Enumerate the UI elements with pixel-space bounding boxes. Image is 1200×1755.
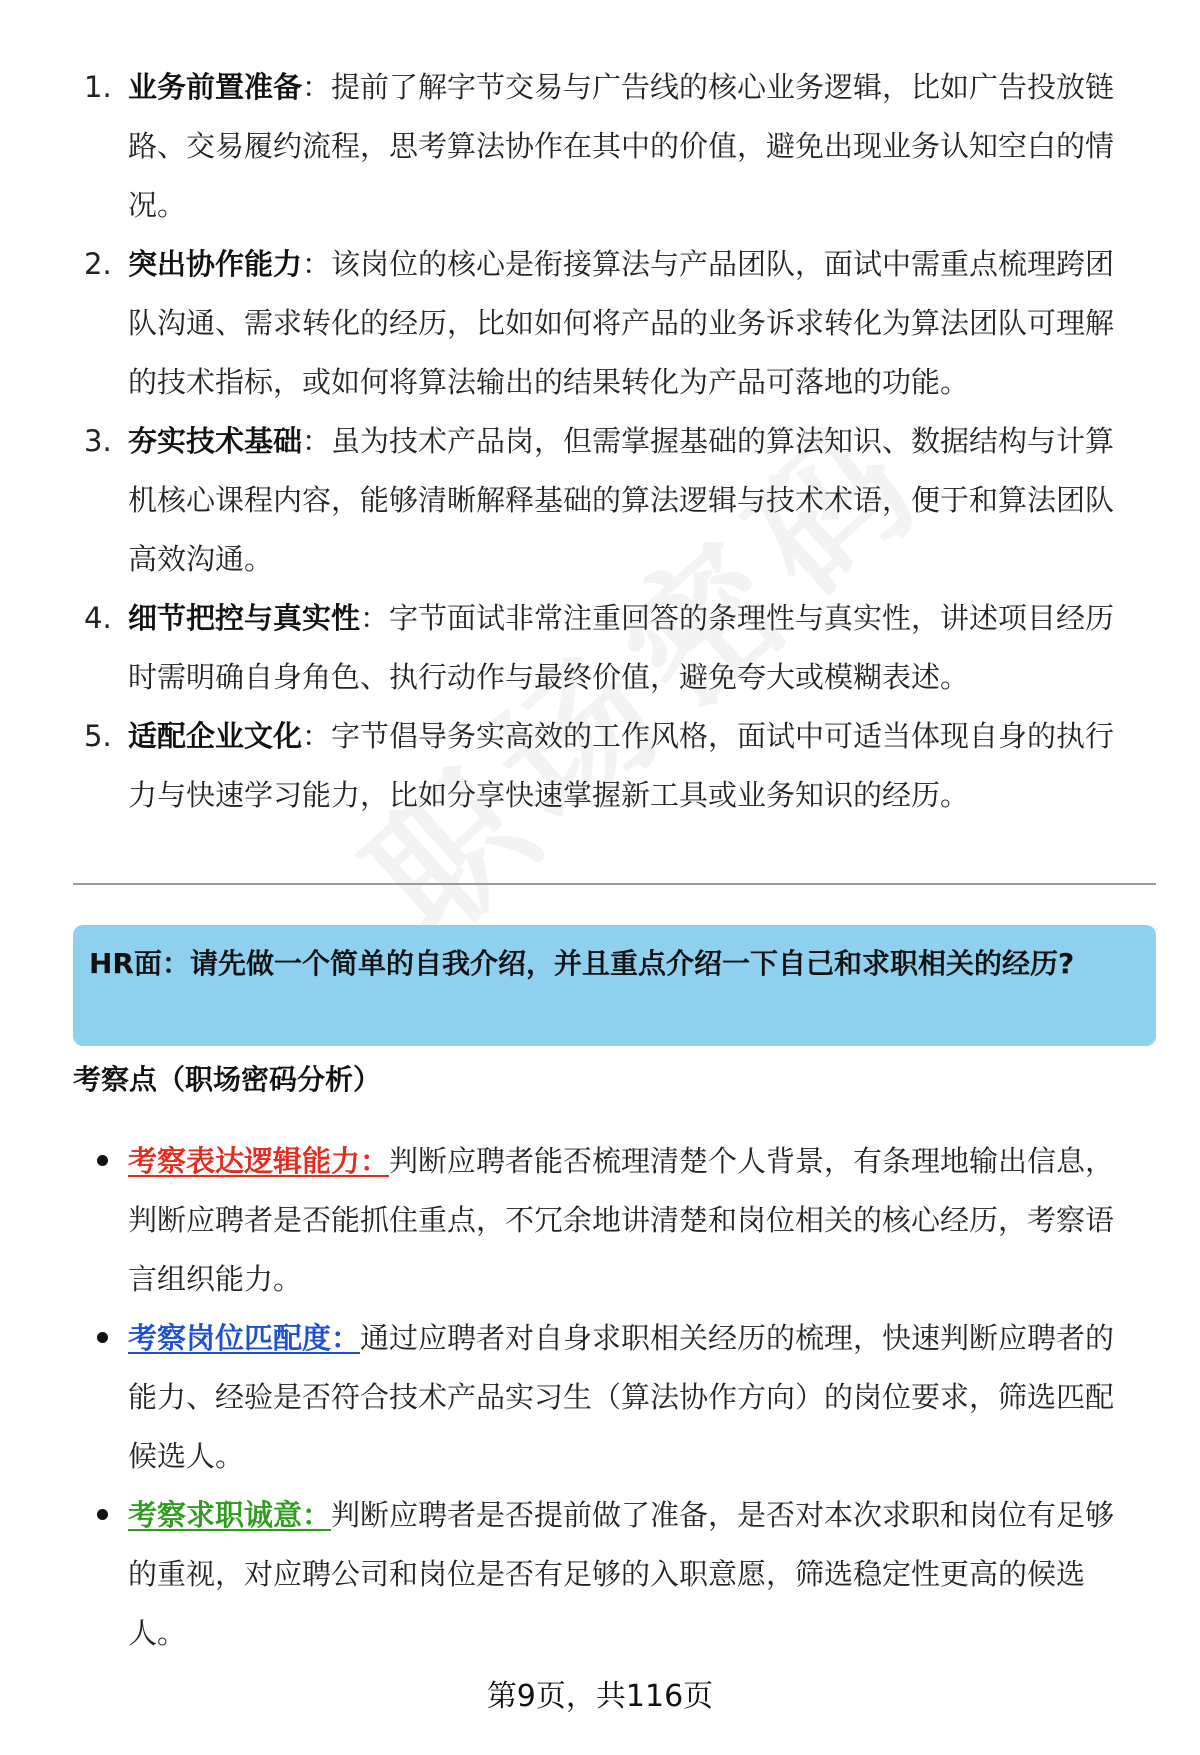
list-item xyxy=(0,412,1200,589)
bullet-icon xyxy=(97,1509,108,1520)
list-item xyxy=(0,589,1200,707)
analysis-section-title: 考察点（职场密码分析） xyxy=(73,1063,382,1096)
list-item xyxy=(0,1486,1200,1663)
list-number: 3. xyxy=(84,424,112,458)
page-number-footer: 第9页，共116页 xyxy=(486,1679,714,1714)
hr-question-text: HR面：请先做一个简单的自我介绍，并且重点介绍一下自己和求职相关的经历? xyxy=(89,947,1075,980)
bullet-icon xyxy=(97,1332,108,1343)
item-text: ：字节倡导务实高效的工作风格，面试中可适当体现自身的执行力与快速学习能力，比如分享快速掌握新工具或业务知识的经历。 xyxy=(128,719,1115,812)
item-text: ：该岗位的核心是衔接算法与产品团队，面试中需重点梳理跨团队沟通、需求转化的经历，比如如何将产品的业务诉求转化为算法团队可理解的技术指标，或如何将算法输出的结果转化为产品可落地的功能。 xyxy=(128,247,1115,399)
bullet-icon xyxy=(97,1155,108,1166)
section-divider xyxy=(73,883,1156,885)
keyword-job-sincerity: 考察求职诚意： xyxy=(128,1498,332,1532)
item-title: 突出协作能力 xyxy=(128,247,303,281)
item-text: ：虽为技术产品岗，但需掌握基础的算法知识、数据结构与计算机核心课程内容，能够清晰解释基础的算法逻辑与技术术语，便于和算法团队高效沟通。 xyxy=(128,424,1115,576)
item-title: 夯实技术基础 xyxy=(128,424,303,458)
list-item xyxy=(0,58,1200,235)
list-number: 4. xyxy=(84,601,112,635)
list-number: 1. xyxy=(84,70,112,104)
item-text: ：提前了解字节交易与广告线的核心业务逻辑，比如广告投放链路、交易履约流程，思考算法协作在其中的价值，避免出现业务认知空白的情况。 xyxy=(128,70,1115,222)
list-item xyxy=(0,1132,1200,1309)
bullet-text: 判断应聘者能否梳理清楚个人背景，有条理地输出信息，判断应聘者是否能抓住重点，不冗余地讲清楚和岗位相关的核心经历，考察语言组织能力。 xyxy=(128,1144,1115,1296)
keyword-expression-logic: 考察表达逻辑能力： xyxy=(128,1144,390,1178)
list-item xyxy=(0,235,1200,412)
item-title: 业务前置准备 xyxy=(128,70,303,104)
list-item xyxy=(0,707,1200,825)
item-title: 适配企业文化 xyxy=(128,719,303,753)
preparation-list xyxy=(0,58,1200,825)
item-text: ：字节面试非常注重回答的条理性与真实性，讲述项目经历时需明确自身角色、执行动作与最终价值，避免夸大或模糊表述。 xyxy=(128,601,1115,694)
hr-question-box xyxy=(73,925,1156,1046)
bullet-text: 通过应聘者对自身求职相关经历的梳理，快速判断应聘者的能力、经验是否符合技术产品实习生（算法协作方向）的岗位要求，筛选匹配候选人。 xyxy=(128,1321,1115,1473)
keyword-position-match: 考察岗位匹配度： xyxy=(128,1321,361,1355)
list-number: 5. xyxy=(84,719,112,753)
item-title: 细节把控与真实性 xyxy=(128,601,361,635)
analysis-bullet-list xyxy=(0,1132,1200,1663)
bullet-text: 判断应聘者是否提前做了准备，是否对本次求职和岗位有足够的重视，对应聘公司和岗位是否有足够的入职意愿，筛选稳定性更高的候选人。 xyxy=(128,1498,1115,1650)
list-item xyxy=(0,1309,1200,1486)
list-number: 2. xyxy=(84,247,112,281)
